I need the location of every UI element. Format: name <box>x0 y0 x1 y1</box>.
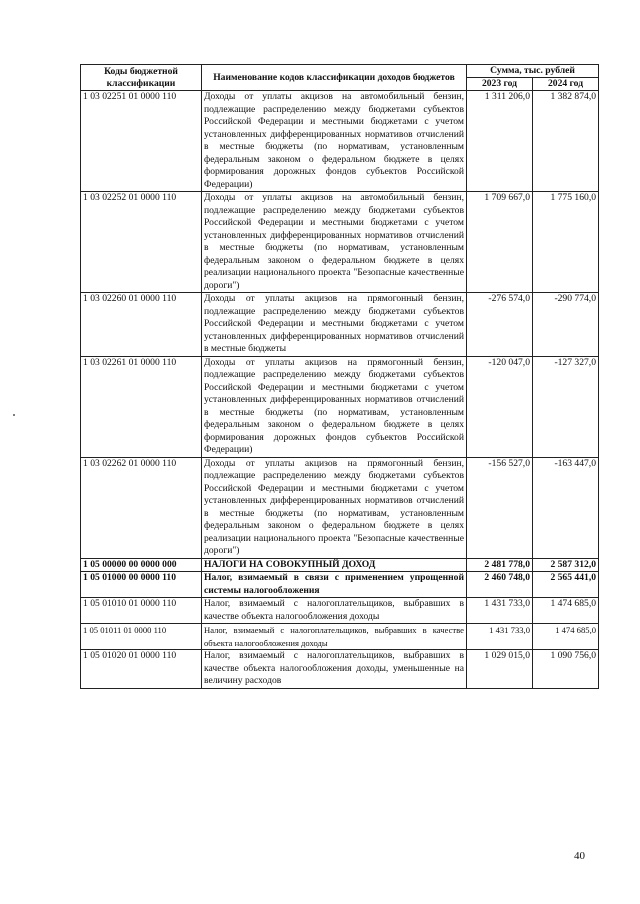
row-2024: 2 565 441,0 <box>533 572 599 598</box>
row-2023: 1 029 015,0 <box>467 650 533 689</box>
table-row <box>81 192 599 293</box>
row-name: НАЛОГИ НА СОВОКУПНЫЙ ДОХОД <box>202 558 467 572</box>
row-code: 1 05 01020 01 0000 110 <box>81 650 202 689</box>
table-row <box>81 650 599 689</box>
row-code: 1 05 00000 00 0000 000 <box>81 558 202 572</box>
scan-speck <box>13 414 15 416</box>
row-2024: -290 774,0 <box>533 293 599 357</box>
header-code: Коды бюджетной классификации <box>81 65 202 91</box>
row-2024: 1 474 685,0 <box>533 598 599 624</box>
row-name: Доходы от уплаты акцизов на прямогонный бензин, подлежащие распределению между бюджетами субъектов Российской Федерации и местными бюджетами с учетом установленных дифференцированных нормативов отчислений в местные бюджеты <box>202 293 467 357</box>
row-name: Налог, взимаемый с налогоплательщиков, выбравших в качестве объекта налогообложения доходы, уменьшенные на величину расходов <box>202 650 467 689</box>
table-row-subsection <box>81 572 599 598</box>
row-code: 1 03 02252 01 0000 110 <box>81 192 202 293</box>
table-row <box>81 624 599 650</box>
row-2024: 1 382 874,0 <box>533 91 599 192</box>
header-sum: Сумма, тыс. рублей <box>467 65 599 78</box>
row-name: Доходы от уплаты акцизов на автомобильный бензин, подлежащие распределению между бюджетами субъектов Российской Федерации и местными бюджетами с учетом установленных дифференцированных нормативов отчислений в местные бюджеты (по нормативам, установленным федеральным законом о федеральном бюджете в целях реализации национального проекта "Безопасные качественные дороги") <box>202 192 467 293</box>
row-2023: 1 431 733,0 <box>467 624 533 650</box>
budget-revenue-table <box>80 64 599 689</box>
table-row <box>81 598 599 624</box>
row-2024: 1 474 685,0 <box>533 624 599 650</box>
row-code: 1 05 01010 01 0000 110 <box>81 598 202 624</box>
row-code: 1 05 01011 01 0000 110 <box>81 624 202 650</box>
row-2023: 2 481 778,0 <box>467 558 533 572</box>
row-code: 1 03 02261 01 0000 110 <box>81 356 202 457</box>
header-name: Наименование кодов классификации доходов бюджетов <box>202 65 467 91</box>
row-name: Доходы от уплаты акцизов на прямогонный бензин, подлежащие распределению между бюджетами субъектов Российской Федерации и местными бюджетами с учетом установленных дифференцированных нормативов отчислений в местные бюджеты (по нормативам, установленным федеральным законом о федеральном бюджете в целях реализации национального проекта "Безопасные качественные дороги") <box>202 457 467 558</box>
table-row <box>81 91 599 192</box>
row-2023: 2 460 748,0 <box>467 572 533 598</box>
row-code: 1 03 02262 01 0000 110 <box>81 457 202 558</box>
row-name: Налог, взимаемый с налогоплательщиков, выбравших в качестве объекта налогообложения доходы <box>202 598 467 624</box>
header-2024: 2024 год <box>533 78 599 91</box>
row-2024: 1 775 160,0 <box>533 192 599 293</box>
row-2023: -276 574,0 <box>467 293 533 357</box>
row-2024: 1 090 756,0 <box>533 650 599 689</box>
row-2024: -127 327,0 <box>533 356 599 457</box>
row-code: 1 03 02251 01 0000 110 <box>81 91 202 192</box>
table-row-section <box>81 558 599 572</box>
row-name: Доходы от уплаты акцизов на прямогонный бензин, подлежащие распределению между бюджетами субъектов Российской Федерации и местными бюджетами с учетом установленных дифференцированных нормативов отчислений в местные бюджеты (по нормативам, установленным федеральным законом о федеральном бюджете в целях формирования дорожных фондов субъектов Российской Федерации) <box>202 356 467 457</box>
header-2023: 2023 год <box>467 78 533 91</box>
table-row <box>81 293 599 357</box>
table-row <box>81 356 599 457</box>
row-code: 1 03 02260 01 0000 110 <box>81 293 202 357</box>
row-2023: 1 709 667,0 <box>467 192 533 293</box>
row-name: Доходы от уплаты акцизов на автомобильный бензин, подлежащие распределению между бюджетами субъектов Российской Федерации и местными бюджетами с учетом установленных дифференцированных нормативов отчислений в местные бюджеты (по нормативам, установленным федеральным законом о федеральном бюджете в целях формирования дорожных фондов субъектов Российской Федерации) <box>202 91 467 192</box>
row-2023: 1 431 733,0 <box>467 598 533 624</box>
row-2023: 1 311 206,0 <box>467 91 533 192</box>
row-name: Налог, взимаемый с налогоплательщиков, выбравших в качестве объекта налогообложения доходы <box>202 624 467 650</box>
row-2023: -156 527,0 <box>467 457 533 558</box>
row-name: Налог, взимаемый в связи с применением упрощенной системы налогообложения <box>202 572 467 598</box>
row-2024: -163 447,0 <box>533 457 599 558</box>
page-number: 40 <box>574 850 585 862</box>
row-code: 1 05 01000 00 0000 110 <box>81 572 202 598</box>
row-2023: -120 047,0 <box>467 356 533 457</box>
table-row <box>81 457 599 558</box>
row-2024: 2 587 312,0 <box>533 558 599 572</box>
